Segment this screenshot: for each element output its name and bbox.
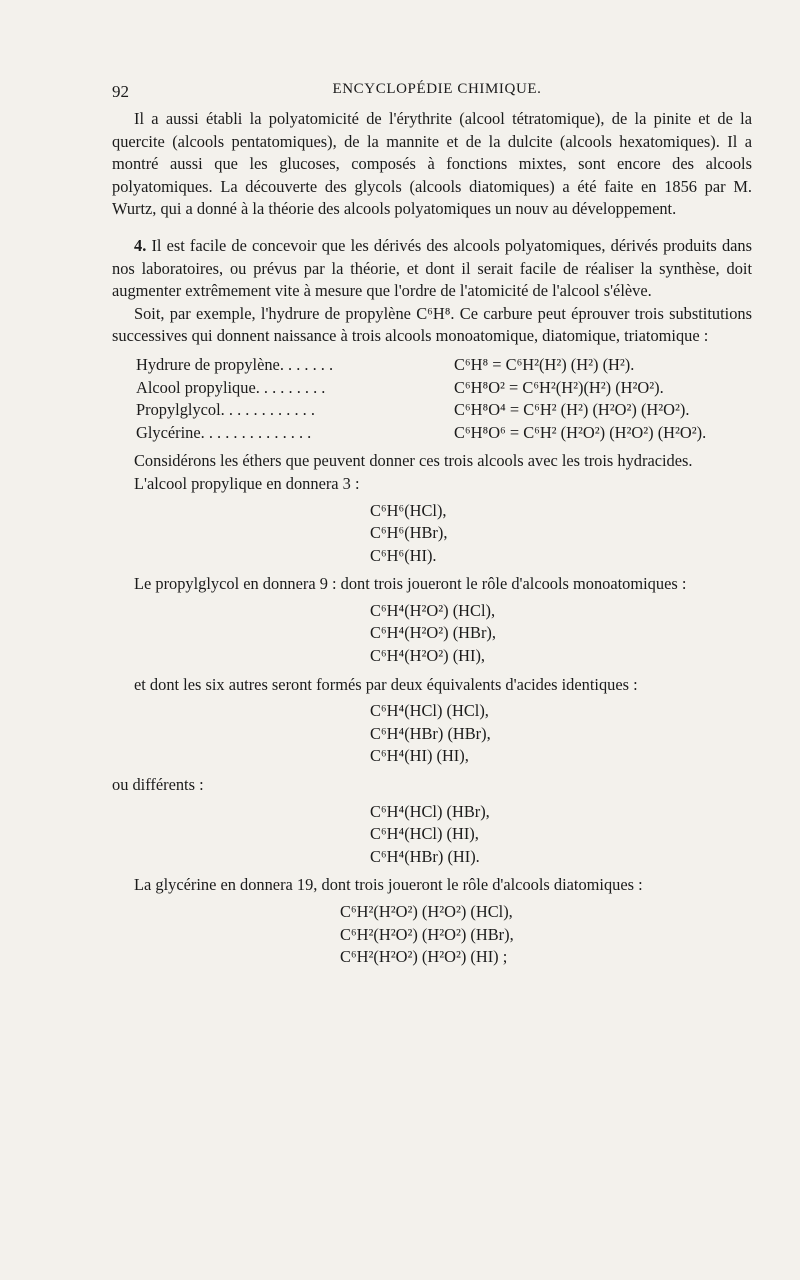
formula-line: C⁶H⁴(HCl) (HBr), bbox=[370, 801, 490, 821]
compound-formula: C⁶H⁸O² = C⁶H²(H²)(H²) (H²O²). bbox=[454, 377, 664, 397]
table-row bbox=[136, 354, 752, 377]
formula-line: C⁶H⁴(H²O²) (HBr), bbox=[370, 623, 496, 643]
formula-line: C⁶H⁶(HI). bbox=[370, 545, 437, 565]
page-header bbox=[112, 78, 762, 104]
page-body bbox=[112, 108, 752, 975]
paragraph-section-4 bbox=[112, 235, 752, 303]
paragraph-propylglycol-ethers: Le propylglycol en donnera 9 : dont trois joueront le rôle d'alcools monoatomiques : bbox=[134, 574, 687, 594]
formula-line: C⁶H⁶(HBr), bbox=[370, 523, 448, 543]
running-title: ENCYCLOPÉDIE CHIMIQUE. bbox=[332, 81, 542, 97]
compound-name: Propylglycol. . . . . . . . . . . . bbox=[136, 400, 315, 420]
table-row bbox=[136, 399, 752, 422]
compound-formula: C⁶H⁸O⁶ = C⁶H² (H²O²) (H²O²) (H²O²). bbox=[454, 422, 707, 442]
formula-line: C⁶H²(H²O²) (H²O²) (HI) ; bbox=[340, 947, 508, 967]
paragraph-ethers: Considérons les éthers que peuvent donner ces trois alcools avec les trois hydracides. bbox=[134, 451, 693, 471]
formula-line: C⁶H⁴(HCl) (HCl), bbox=[370, 701, 489, 721]
paragraph-identical-acids: et dont les six autres seront formés par deux équivalents d'acides identiques : bbox=[134, 674, 638, 694]
paragraph-different-acids: ou différents : bbox=[112, 775, 204, 795]
table-row bbox=[136, 422, 752, 445]
formula-line: C⁶H²(H²O²) (H²O²) (HBr), bbox=[340, 924, 514, 944]
formula-list-glycerine bbox=[340, 901, 752, 969]
formula-line: C⁶H⁶(HCl), bbox=[370, 500, 447, 520]
paragraph-glycerine-ethers: La glycérine en donnera 19, dont trois joueront le rôle d'alcools diatomiques : bbox=[134, 875, 643, 895]
section-4-text: Il est facile de concevoir que les dérivés des alcools polyatomiques, dérivés produits dans nos laboratoires, ou prévus par la théorie, et dont il serait facile de réaliser la synthèse, doit augmenter extrêmement vite à mesure que l'ordre de l'atomicité de l'alcool s'élève. bbox=[112, 235, 752, 301]
formula-line: C⁶H⁴(H²O²) (HI), bbox=[370, 646, 486, 666]
table-row bbox=[136, 377, 752, 400]
formula-line: C⁶H⁴(H²O²) (HCl), bbox=[370, 600, 496, 620]
compound-name: Glycérine. . . . . . . . . . . . . . bbox=[136, 422, 312, 442]
formula-line: C⁶H²(H²O²) (H²O²) (HCl), bbox=[340, 902, 513, 921]
paragraph-propylique-ethers: L'alcool propylique en donnera 3 : bbox=[134, 473, 360, 493]
formula-list-propylglycol bbox=[370, 600, 752, 668]
compound-formula: C⁶H⁸O⁴ = C⁶H² (H²) (H²O²) (H²O²). bbox=[454, 400, 690, 420]
paragraph-propylene-example: Soit, par exemple, l'hydrure de propylène C⁶H⁸. Ce carbure peut éprouver trois substitutions successives qui donnent naissance à trois alcools monoatomique, diatomique, triatomique : bbox=[112, 303, 752, 346]
compound-name: Hydrure de propylène. . . . . . . bbox=[136, 354, 334, 374]
paragraph-polyatomicity: Il a aussi établi la polyatomicité de l'érythrite (alcool tétratomique), de la pinite et de la quercite (alcools pentatomiques), de la mannite et de la dulcite (alcools hexatomiques). Il a montré aussi que les glucoses, composés à fonctions mixtes, sont encore des alcools polyatomiques. La découverte des glycols (alcools diatomiques) a été faite en 1856 par M. Wurtz, qui a donné à la théorie des alcools polyatomiques un nouv au développement. bbox=[112, 109, 752, 219]
compound-formula: C⁶H⁸ = C⁶H²(H²) (H²) (H²). bbox=[454, 354, 635, 374]
substitution-table bbox=[136, 354, 752, 444]
formula-line: C⁶H⁴(HBr) (HI). bbox=[370, 846, 480, 866]
section-number: 4. bbox=[134, 235, 147, 255]
formula-list-different bbox=[370, 801, 752, 869]
formula-list-identical bbox=[370, 700, 752, 768]
compound-name: Alcool propylique. . . . . . . . . bbox=[136, 377, 326, 397]
formula-line: C⁶H⁴(HBr) (HBr), bbox=[370, 723, 491, 743]
page-number: 92 bbox=[112, 82, 129, 101]
formula-line: C⁶H⁴(HI) (HI), bbox=[370, 746, 469, 766]
formula-line: C⁶H⁴(HCl) (HI), bbox=[370, 824, 479, 844]
formula-list-propylique bbox=[370, 500, 752, 568]
